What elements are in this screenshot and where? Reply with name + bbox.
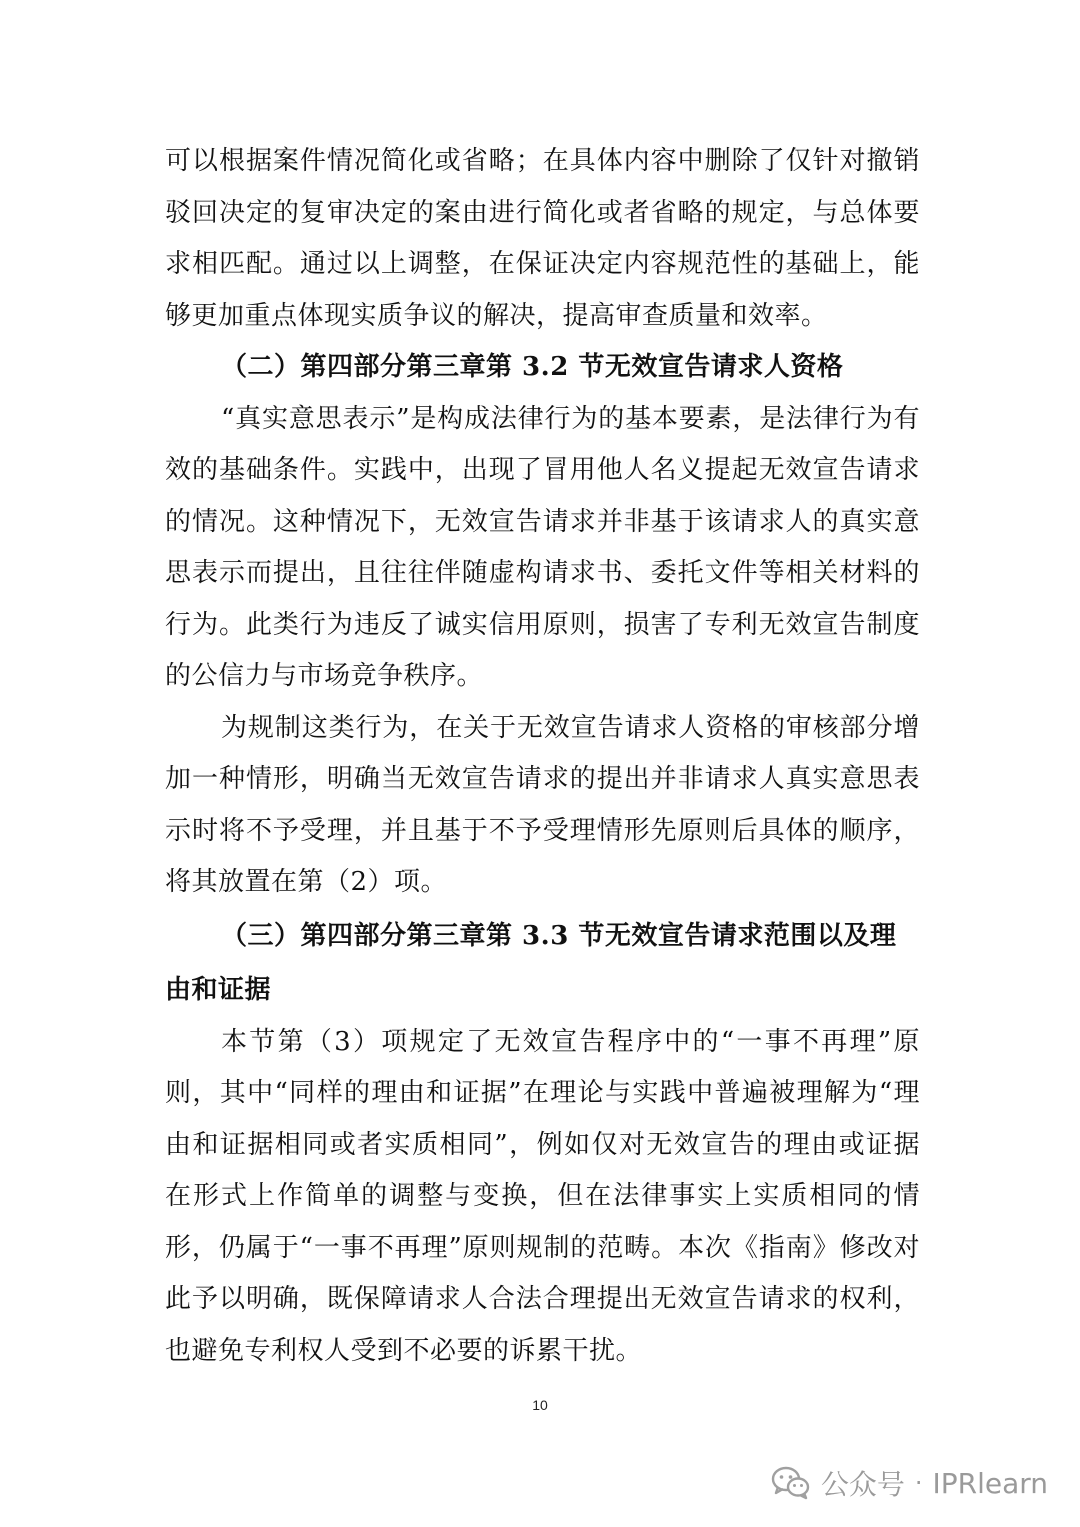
watermark: [771, 1463, 1048, 1503]
section-heading-3: （三）第四部分第三章第 3.3 节无效宣告请求范围以及理由和证据: [165, 920, 897, 1005]
paragraph-genuine-intent: “真实意思表示”是构成法律行为的基本要素，是法律行为有效的基础条件。实践中，出现了冒用他人名义提起无效宣告请求的情况。这种情况下，无效宣告请求并非基于该请求人的真实意思表示而提出，且往往伴随虚构请求书、委托文件等相关材料的行为。此类行为违反了诚实信用原则，损害了专利无效宣告制度的公信力与市场竞争秩序。: [165, 403, 920, 691]
page-number: 10: [532, 1397, 548, 1413]
wechat-icon: [771, 1466, 811, 1500]
section-heading-2: （二）第四部分第三章第 3.2 节无效宣告请求人资格: [221, 352, 844, 382]
watermark-account: IPRlearn: [932, 1466, 1048, 1500]
paragraph-continued: 可以根据案件情况简化或省略；在具体内容中删除了仅针对撤销驳回决定的复审决定的案由进行简化或者省略的规定，与总体要求相匹配。通过以上调整，在保证决定内容规范性的基础上，能够更加重点体现实质争议的解决，提高审查质量和效率。: [165, 146, 920, 331]
paragraph-regulation: 为规制这类行为，在关于无效宣告请求人资格的审核部分增加一种情形，明确当无效宣告请求的提出并非请求人真实意思表示时将不予受理，并且基于不予受理情形先原则后具体的顺序，将其放置在第（2）项。: [165, 712, 920, 897]
paragraph-res-judicata: 本节第（3）项规定了无效宣告程序中的“一事不再理”原则，其中“同样的理由和证据”在理论与实践中普遍被理解为“理由和证据相同或者实质相同”，例如仅对无效宣告的理由或证据在形式上作简单的调整与变换，但在法律事实上实质相同的情形，仍属于“一事不再理”原则规制的范畴。本次《指南》修改对此予以明确，既保障请求人合法合理提出无效宣告请求的权利，也避免专利权人受到不必要的诉累干扰。: [165, 1026, 920, 1366]
watermark-label: 公众号: [820, 1468, 905, 1501]
document-body: [165, 136, 920, 1377]
watermark-separator: ·: [914, 1469, 923, 1497]
